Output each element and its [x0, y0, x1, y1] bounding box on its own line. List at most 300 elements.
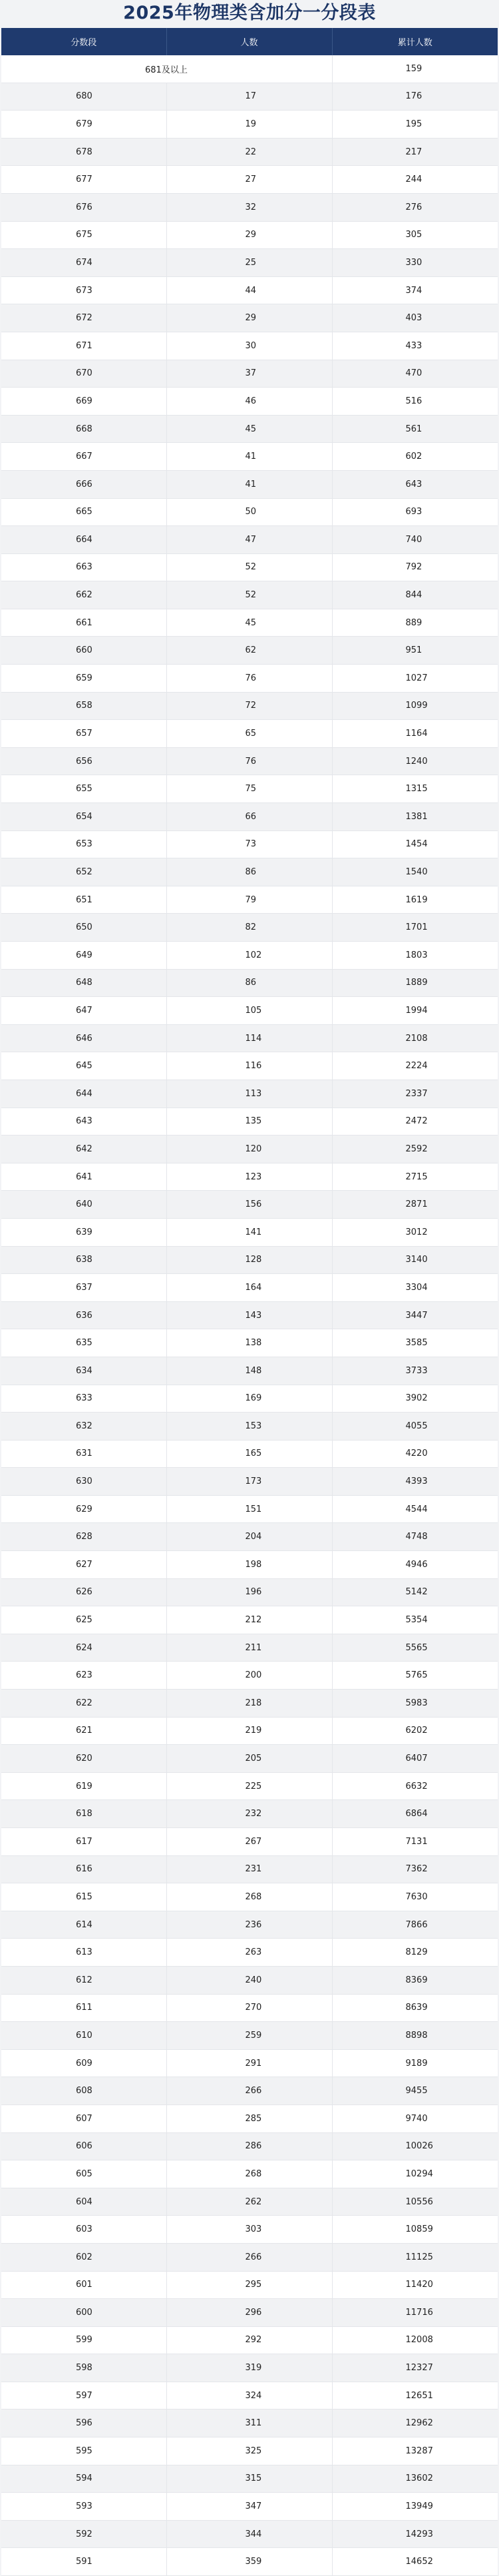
count-cell: 29	[166, 221, 332, 249]
table-row	[1, 1717, 498, 1745]
table-row	[1, 1468, 498, 1496]
score-cell: 649	[1, 942, 166, 970]
count-cell: 173	[166, 1468, 332, 1496]
cumulative-cell: 374	[332, 276, 498, 304]
table-row	[1, 1440, 498, 1468]
table-row	[1, 858, 498, 886]
table-row	[1, 1578, 498, 1606]
score-cell: 637	[1, 1274, 166, 1302]
count-cell: 165	[166, 1440, 332, 1468]
score-cell: 655	[1, 775, 166, 803]
count-cell: 22	[166, 138, 332, 166]
table-row	[1, 2465, 498, 2493]
count-cell: 113	[166, 1080, 332, 1108]
score-cell: 599	[1, 2326, 166, 2354]
cumulative-cell: 9189	[332, 2049, 498, 2077]
table-row	[1, 1994, 498, 2022]
cumulative-cell: 6632	[332, 1772, 498, 1800]
cumulative-cell: 693	[332, 498, 498, 526]
table-row	[1, 1301, 498, 1329]
count-cell: 225	[166, 1772, 332, 1800]
count-cell: 219	[166, 1717, 332, 1745]
table-row	[1, 914, 498, 942]
score-cell: 605	[1, 2160, 166, 2188]
table-row	[1, 803, 498, 831]
score-cell: 593	[1, 2493, 166, 2521]
count-cell: 52	[166, 581, 332, 609]
score-cell: 612	[1, 1966, 166, 1994]
score-cell: 607	[1, 2104, 166, 2132]
score-cell: 597	[1, 2382, 166, 2410]
cumulative-cell: 14652	[332, 2548, 498, 2576]
cumulative-cell: 217	[332, 138, 498, 166]
cumulative-cell: 1540	[332, 858, 498, 886]
count-cell: 303	[166, 2216, 332, 2244]
table-row	[1, 1080, 498, 1108]
table-row	[1, 2160, 498, 2188]
cumulative-cell: 11125	[332, 2243, 498, 2271]
table-row	[1, 1800, 498, 1828]
score-cell: 653	[1, 830, 166, 858]
table-row	[1, 2354, 498, 2382]
cumulative-cell: 5565	[332, 1634, 498, 1662]
table-row	[1, 2326, 498, 2354]
cumulative-cell: 12962	[332, 2410, 498, 2437]
count-cell: 212	[166, 1606, 332, 1634]
table-row	[1, 2216, 498, 2244]
table-row	[1, 332, 498, 360]
table-row	[1, 2271, 498, 2299]
table-row	[1, 1745, 498, 1773]
score-cell: 592	[1, 2520, 166, 2548]
table-row	[1, 526, 498, 554]
table-row	[1, 1551, 498, 1579]
table-row	[1, 1911, 498, 1939]
table-row	[1, 1274, 498, 1302]
table-row	[1, 942, 498, 970]
count-cell: 86	[166, 858, 332, 886]
count-cell: 73	[166, 830, 332, 858]
cumulative-cell: 7866	[332, 1911, 498, 1939]
count-cell: 285	[166, 2104, 332, 2132]
cumulative-cell: 4055	[332, 1413, 498, 1441]
cumulative-cell: 11420	[332, 2271, 498, 2299]
score-cell: 632	[1, 1413, 166, 1441]
cumulative-cell: 6864	[332, 1800, 498, 1828]
score-cell: 603	[1, 2216, 166, 2244]
cumulative-cell: 12651	[332, 2382, 498, 2410]
score-cell: 674	[1, 249, 166, 277]
table-row	[1, 193, 498, 221]
cumulative-cell: 3140	[332, 1246, 498, 1274]
score-cell: 642	[1, 1135, 166, 1163]
count-cell: 138	[166, 1329, 332, 1357]
count-cell: 324	[166, 2382, 332, 2410]
score-cell: 595	[1, 2437, 166, 2465]
cumulative-cell: 1619	[332, 886, 498, 914]
table-header-row	[1, 28, 498, 55]
table-row	[1, 276, 498, 304]
score-cell: 627	[1, 1551, 166, 1579]
cumulative-cell: 4946	[332, 1551, 498, 1579]
score-cell: 644	[1, 1080, 166, 1108]
cumulative-cell: 7630	[332, 1883, 498, 1911]
table-row	[1, 997, 498, 1025]
table-row	[1, 1966, 498, 1994]
cumulative-cell: 1381	[332, 803, 498, 831]
cumulative-cell: 3733	[332, 1357, 498, 1385]
count-cell: 37	[166, 360, 332, 388]
count-cell: 205	[166, 1745, 332, 1773]
table-row	[1, 111, 498, 139]
score-cell: 672	[1, 304, 166, 332]
cumulative-cell: 792	[332, 553, 498, 581]
score-cell: 648	[1, 969, 166, 997]
score-cell: 676	[1, 193, 166, 221]
score-cell: 639	[1, 1218, 166, 1246]
cumulative-cell: 10294	[332, 2160, 498, 2188]
table-row	[1, 1135, 498, 1163]
count-cell: 114	[166, 1024, 332, 1052]
cumulative-cell: 276	[332, 193, 498, 221]
table-row	[1, 415, 498, 443]
cumulative-cell: 1099	[332, 692, 498, 720]
count-cell: 82	[166, 914, 332, 942]
score-cell: 669	[1, 388, 166, 416]
count-cell: 151	[166, 1495, 332, 1523]
table-row	[1, 2049, 498, 2077]
score-cell: 635	[1, 1329, 166, 1357]
table-row	[1, 1855, 498, 1883]
header-count: 人数	[166, 28, 332, 55]
count-cell: 347	[166, 2493, 332, 2521]
table-row	[1, 1523, 498, 1551]
count-cell: 204	[166, 1523, 332, 1551]
cumulative-cell: 1240	[332, 747, 498, 775]
cumulative-cell: 1994	[332, 997, 498, 1025]
count-cell: 296	[166, 2299, 332, 2327]
count-cell: 315	[166, 2465, 332, 2493]
table-row	[1, 1218, 498, 1246]
count-cell: 311	[166, 2410, 332, 2437]
count-cell: 232	[166, 1800, 332, 1828]
score-cell: 659	[1, 665, 166, 693]
table-row	[1, 166, 498, 194]
count-cell: 319	[166, 2354, 332, 2382]
cumulative-cell: 12327	[332, 2354, 498, 2382]
score-cell: 609	[1, 2049, 166, 2077]
cumulative-cell: 2337	[332, 1080, 498, 1108]
score-cell: 661	[1, 609, 166, 637]
cumulative-cell: 1315	[332, 775, 498, 803]
cumulative-cell: 10556	[332, 2188, 498, 2216]
table-row	[1, 1495, 498, 1523]
count-cell: 19	[166, 111, 332, 139]
count-cell: 200	[166, 1662, 332, 1690]
count-cell: 236	[166, 1911, 332, 1939]
count-cell: 344	[166, 2520, 332, 2548]
cumulative-cell: 8369	[332, 1966, 498, 1994]
score-cell: 652	[1, 858, 166, 886]
score-distribution-table	[1, 28, 498, 2576]
score-cell: 613	[1, 1939, 166, 1967]
score-cell: 679	[1, 111, 166, 139]
score-cell: 647	[1, 997, 166, 1025]
count-cell: 41	[166, 470, 332, 498]
page-title: 2025年物理类含加分一分段表	[123, 3, 376, 23]
score-cell: 596	[1, 2410, 166, 2437]
count-cell: 44	[166, 276, 332, 304]
cumulative-cell: 11716	[332, 2299, 498, 2327]
cumulative-cell: 470	[332, 360, 498, 388]
count-cell: 50	[166, 498, 332, 526]
table-row	[1, 388, 498, 416]
score-cell: 608	[1, 2077, 166, 2105]
cumulative-cell: 4544	[332, 1495, 498, 1523]
count-cell: 156	[166, 1191, 332, 1219]
count-cell: 41	[166, 443, 332, 471]
score-cell: 617	[1, 1828, 166, 1856]
cumulative-cell: 8898	[332, 2022, 498, 2050]
table-row	[1, 83, 498, 111]
cumulative-cell: 7362	[332, 1855, 498, 1883]
score-cell: 675	[1, 221, 166, 249]
table-row	[1, 2493, 498, 2521]
count-cell: 52	[166, 553, 332, 581]
count-cell: 262	[166, 2188, 332, 2216]
count-cell: 292	[166, 2326, 332, 2354]
table-row	[1, 221, 498, 249]
cumulative-cell: 516	[332, 388, 498, 416]
cumulative-cell: 602	[332, 443, 498, 471]
score-cell: 629	[1, 1495, 166, 1523]
cumulative-cell: 6202	[332, 1717, 498, 1745]
table-row	[1, 498, 498, 526]
score-cell: 615	[1, 1883, 166, 1911]
cumulative-cell: 2871	[332, 1191, 498, 1219]
score-cell: 651	[1, 886, 166, 914]
cumulative-cell: 5142	[332, 1578, 498, 1606]
count-cell: 268	[166, 1883, 332, 1911]
count-cell: 25	[166, 249, 332, 277]
cumulative-cell: 7131	[332, 1828, 498, 1856]
table-row	[1, 553, 498, 581]
cumulative-cell: 10859	[332, 2216, 498, 2244]
score-cell: 677	[1, 166, 166, 194]
cumulative-cell: 844	[332, 581, 498, 609]
count-cell: 198	[166, 1551, 332, 1579]
count-cell: 30	[166, 332, 332, 360]
score-cell: 643	[1, 1108, 166, 1135]
cumulative-cell: 3304	[332, 1274, 498, 1302]
table-row	[1, 1606, 498, 1634]
cumulative-cell: 1027	[332, 665, 498, 693]
table-row	[1, 2299, 498, 2327]
cumulative-cell: 403	[332, 304, 498, 332]
cumulative-cell: 159	[332, 55, 498, 83]
score-cell: 658	[1, 692, 166, 720]
count-cell: 72	[166, 692, 332, 720]
table-row	[1, 2437, 498, 2465]
score-cell: 602	[1, 2243, 166, 2271]
count-cell: 79	[166, 886, 332, 914]
cumulative-cell: 13602	[332, 2465, 498, 2493]
score-cell: 640	[1, 1191, 166, 1219]
score-cell: 628	[1, 1523, 166, 1551]
score-cell: 656	[1, 747, 166, 775]
score-cell: 671	[1, 332, 166, 360]
cumulative-cell: 9740	[332, 2104, 498, 2132]
table-row	[1, 1108, 498, 1135]
cumulative-cell: 2108	[332, 1024, 498, 1052]
count-cell: 46	[166, 388, 332, 416]
count-cell: 211	[166, 1634, 332, 1662]
cumulative-cell: 9455	[332, 2077, 498, 2105]
cumulative-cell: 643	[332, 470, 498, 498]
cumulative-cell: 1803	[332, 942, 498, 970]
cumulative-cell: 195	[332, 111, 498, 139]
cumulative-cell: 1454	[332, 830, 498, 858]
count-cell: 164	[166, 1274, 332, 1302]
count-cell: 141	[166, 1218, 332, 1246]
score-cell: 666	[1, 470, 166, 498]
cumulative-cell: 1889	[332, 969, 498, 997]
cumulative-cell: 889	[332, 609, 498, 637]
score-cell: 626	[1, 1578, 166, 1606]
score-cell: 624	[1, 1634, 166, 1662]
cumulative-cell: 433	[332, 332, 498, 360]
count-cell: 266	[166, 2243, 332, 2271]
count-cell: 75	[166, 775, 332, 803]
table-row	[1, 2077, 498, 2105]
count-cell: 66	[166, 803, 332, 831]
table-row	[1, 2104, 498, 2132]
cumulative-cell: 176	[332, 83, 498, 111]
table-row	[1, 830, 498, 858]
count-cell: 120	[166, 1135, 332, 1163]
count-cell: 169	[166, 1385, 332, 1413]
count-cell: 128	[166, 1246, 332, 1274]
count-cell: 240	[166, 1966, 332, 1994]
table-row	[1, 443, 498, 471]
cumulative-cell: 2472	[332, 1108, 498, 1135]
table-row	[1, 1385, 498, 1413]
table-row	[1, 1772, 498, 1800]
count-cell: 116	[166, 1052, 332, 1080]
count-cell: 27	[166, 166, 332, 194]
score-cell: 680	[1, 83, 166, 111]
table-row	[1, 637, 498, 665]
score-cell: 622	[1, 1690, 166, 1718]
score-cell: 630	[1, 1468, 166, 1496]
header-cumulative: 累计人数	[332, 28, 498, 55]
count-cell: 62	[166, 637, 332, 665]
count-cell: 45	[166, 415, 332, 443]
score-cell: 673	[1, 276, 166, 304]
table-row	[1, 1662, 498, 1690]
table-row	[1, 1883, 498, 1911]
score-cell: 664	[1, 526, 166, 554]
table-row	[1, 720, 498, 748]
table-row	[1, 665, 498, 693]
cumulative-cell: 305	[332, 221, 498, 249]
table-row	[1, 1413, 498, 1441]
cumulative-cell: 8639	[332, 1994, 498, 2022]
count-cell: 259	[166, 2022, 332, 2050]
table-row	[1, 747, 498, 775]
count-cell: 267	[166, 1828, 332, 1856]
cumulative-cell: 5983	[332, 1690, 498, 1718]
cumulative-cell: 561	[332, 415, 498, 443]
score-cell: 610	[1, 2022, 166, 2050]
score-cell: 667	[1, 443, 166, 471]
table-row	[1, 1939, 498, 1967]
score-cell: 645	[1, 1052, 166, 1080]
score-cell: 601	[1, 2271, 166, 2299]
score-cell: 650	[1, 914, 166, 942]
table-row	[1, 2243, 498, 2271]
cumulative-cell: 13287	[332, 2437, 498, 2465]
score-cell: 668	[1, 415, 166, 443]
count-cell: 17	[166, 83, 332, 111]
cumulative-cell: 951	[332, 637, 498, 665]
count-cell: 123	[166, 1163, 332, 1191]
cumulative-cell: 6407	[332, 1745, 498, 1773]
count-cell: 291	[166, 2049, 332, 2077]
score-cell: 634	[1, 1357, 166, 1385]
score-cell: 616	[1, 1855, 166, 1883]
score-cell: 665	[1, 498, 166, 526]
score-cell: 606	[1, 2132, 166, 2160]
cumulative-cell: 740	[332, 526, 498, 554]
count-cell: 286	[166, 2132, 332, 2160]
count-cell: 218	[166, 1690, 332, 1718]
table-row	[1, 249, 498, 277]
cumulative-cell: 3585	[332, 1329, 498, 1357]
count-cell: 76	[166, 665, 332, 693]
table-row	[1, 2022, 498, 2050]
score-cell: 631	[1, 1440, 166, 1468]
table-row	[1, 581, 498, 609]
score-cell: 618	[1, 1800, 166, 1828]
cumulative-cell: 5354	[332, 1606, 498, 1634]
score-cell: 620	[1, 1745, 166, 1773]
table-row	[1, 2410, 498, 2437]
table-body	[1, 55, 498, 2576]
table-row	[1, 1634, 498, 1662]
score-cell: 633	[1, 1385, 166, 1413]
score-cell: 670	[1, 360, 166, 388]
table-row	[1, 775, 498, 803]
score-cell: 600	[1, 2299, 166, 2327]
score-cell: 663	[1, 553, 166, 581]
count-cell: 29	[166, 304, 332, 332]
score-cell: 623	[1, 1662, 166, 1690]
score-cell: 636	[1, 1301, 166, 1329]
cumulative-cell: 3012	[332, 1218, 498, 1246]
table-row	[1, 1329, 498, 1357]
cumulative-cell: 2224	[332, 1052, 498, 1080]
score-cell-top: 681及以上	[1, 55, 332, 83]
table-row	[1, 609, 498, 637]
table-row	[1, 1246, 498, 1274]
count-cell: 86	[166, 969, 332, 997]
cumulative-cell: 4748	[332, 1523, 498, 1551]
score-cell: 646	[1, 1024, 166, 1052]
score-cell: 638	[1, 1246, 166, 1274]
count-cell: 196	[166, 1578, 332, 1606]
cumulative-cell: 13949	[332, 2493, 498, 2521]
